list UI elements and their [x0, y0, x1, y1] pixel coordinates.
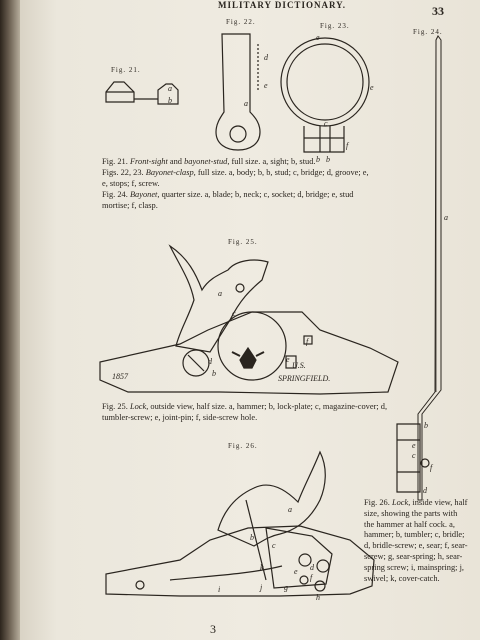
fig24-label-d: d	[423, 486, 427, 495]
fig22-label-d: d	[264, 53, 268, 62]
fig24-label-b: b	[424, 421, 428, 430]
fig24-label-f: f	[430, 463, 433, 472]
fig-23-drawing	[281, 38, 369, 152]
fig-23-title: Fig. 23.	[320, 22, 350, 30]
fig23-label-c: c	[324, 119, 328, 128]
fig23-label-e2: e	[370, 83, 374, 92]
fig26-label-i: i	[218, 585, 221, 594]
page-number: 33	[432, 4, 444, 18]
fig26-label-a: a	[288, 505, 292, 514]
fig24-label-e: e	[412, 441, 416, 450]
fig26-label-j: j	[260, 583, 263, 592]
caption-fig-26: Fig. 26. Lock, inside view, half size, showing the parts with the hammer at half cock. a, hammer; b, tumbler; c, bridle; d, bridle-screw; e, sear; f, sear-screw; g, sear-spring; h, sear-spring screw; i, mainspring; j, swivel; k, cover-catch.	[364, 498, 468, 583]
fig-22-drawing	[216, 34, 260, 150]
fig22-label-e: e	[264, 81, 268, 90]
fig26-label-d: d	[310, 563, 314, 572]
fig21-label-a: a	[168, 84, 172, 93]
fig23-label-b2: b	[326, 155, 330, 164]
fig25-label-a: a	[218, 289, 222, 298]
lock-maker-line-1: U.S.	[292, 361, 306, 370]
fig-22-title: Fig. 22.	[226, 18, 256, 26]
book-page	[20, 0, 480, 640]
fig26-label-e: e	[294, 567, 298, 576]
fig-26-drawing	[106, 452, 374, 596]
fig26-label-g: g	[284, 583, 288, 592]
fig24-label-a: a	[444, 213, 448, 222]
fig-21-title: Fig. 21.	[111, 66, 141, 74]
fig26-label-h: h	[316, 593, 320, 602]
fig26-label-k: k	[260, 563, 264, 572]
fig26-label-f: f	[310, 573, 313, 582]
fig-26-title: Fig. 26.	[228, 442, 258, 450]
fig25-label-b: b	[212, 369, 216, 378]
fig26-label-b: b	[250, 533, 254, 542]
fig23-label-e1: e	[316, 33, 320, 42]
fig26-label-c: c	[272, 541, 276, 550]
fig25-label-c: c	[232, 309, 236, 318]
fig21-label-b: b	[168, 96, 172, 105]
caption-fig-22-23: Figs. 22, 23. Bayonet-clasp, full size. a, body; b, b, stud; c, bridge; d, groove; e, e, stops; f, screw.	[102, 168, 369, 188]
caption-fig-25: Fig. 25. Lock, outside view, half size. a, hammer; b, lock-plate; c, magazine-cover; d, tumbler-screw; e, joint-pin; f, side-screw hole.	[102, 402, 388, 422]
fig22-label-a: a	[244, 99, 248, 108]
footer-signature: 3	[210, 622, 216, 636]
fig25-label-e: e	[286, 355, 290, 364]
book-gutter	[0, 0, 20, 640]
lock-year: 1857	[112, 372, 128, 381]
fig25-label-f: f	[306, 337, 309, 346]
fig24-label-c: c	[412, 451, 416, 460]
lock-maker-line-2: SPRINGFIELD.	[278, 374, 331, 383]
fig-25-drawing	[100, 246, 398, 394]
fig-25-title: Fig. 25.	[228, 238, 258, 246]
fig-24-drawing	[397, 36, 441, 500]
fig25-label-d: d	[208, 357, 212, 366]
fig-24-title: Fig. 24.	[413, 28, 443, 36]
caption-fig-21: Fig. 21. Front-sight and bayonet-stud, full size. a, sight; b, stud.	[102, 157, 316, 166]
running-header: MILITARY DICTIONARY.	[218, 0, 347, 10]
caption-fig-24: Fig. 24. Bayonet, quarter size. a, blade; b, neck; c, socket; d, bridge; e, stud mortise; f, clasp.	[102, 190, 354, 210]
fig23-label-b1: b	[316, 155, 320, 164]
fig23-label-f: f	[346, 141, 349, 150]
